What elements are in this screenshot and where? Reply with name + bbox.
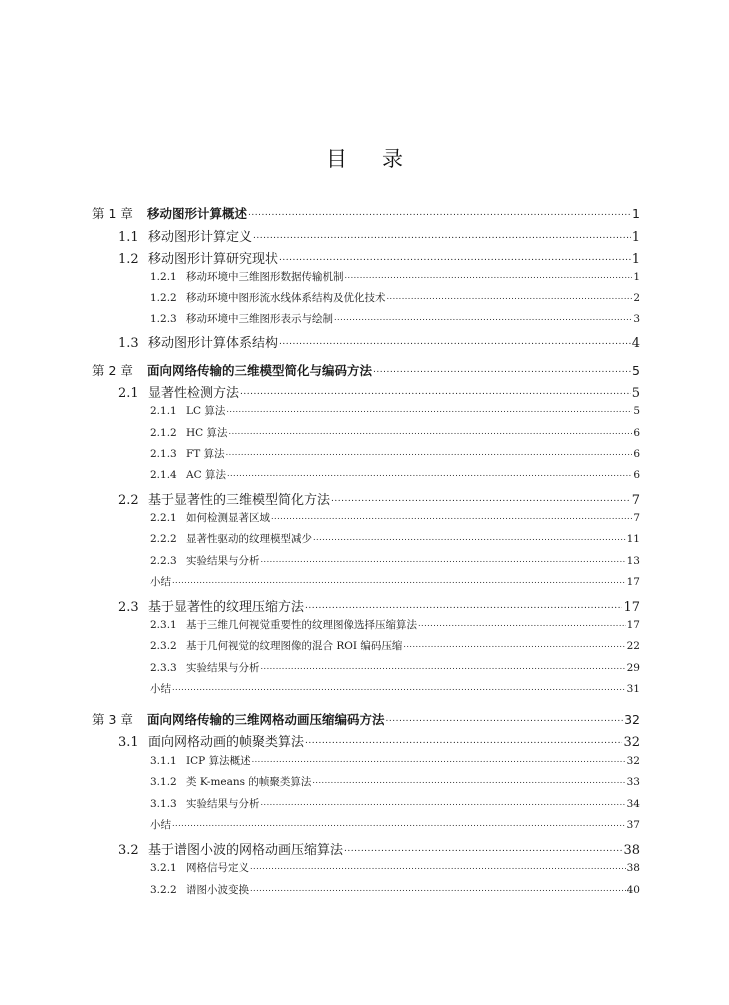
dot-leader: [248, 209, 631, 218]
toc-entry-number: 2.1.4: [150, 469, 177, 481]
toc-entry-title: 移动图形计算概述: [147, 206, 248, 221]
toc-entry-page-number: 38: [623, 843, 640, 858]
toc-entry-section[interactable]: [118, 731, 640, 750]
toc-entry-subsection[interactable]: [150, 753, 640, 768]
toc-entry-page-number: 33: [626, 776, 640, 788]
toc-entry-number: 2.2: [118, 493, 139, 508]
toc-entry-title: 显著性驱动的纹理模型减少: [186, 533, 312, 545]
dot-leader: [172, 820, 626, 828]
toc-entry-section[interactable]: [118, 332, 640, 351]
toc-entry-number: 3.2.2: [150, 884, 177, 896]
toc-entry-title: 基于显著性的纹理压缩方法: [148, 600, 305, 615]
toc-entry-page-number: 5: [632, 363, 640, 378]
dot-leader: [344, 845, 622, 854]
dot-leader: [250, 863, 626, 871]
toc-entry-title: 实验结果与分析: [186, 555, 260, 567]
toc-entry-number: 2.3.2: [150, 640, 177, 652]
dot-leader: [271, 513, 632, 521]
toc-entry-page-number: 3: [633, 313, 640, 325]
toc-entry-page-number: 7: [633, 512, 640, 524]
toc-entry-page-number: 29: [626, 662, 640, 674]
toc-entry-title: HC 算法: [186, 427, 228, 439]
toc-entry-page-number: 5: [633, 405, 640, 417]
toc-entry-page-number: 6: [633, 469, 640, 481]
toc-entry-subsection[interactable]: [150, 774, 640, 789]
dot-leader: [373, 366, 631, 375]
toc-entry-number: 1.2.2: [150, 292, 177, 304]
toc-entry-number: 3.1.2: [150, 776, 177, 788]
toc-entry-number: 2.1.3: [150, 448, 177, 460]
toc-entry-number: 3.1: [118, 735, 139, 750]
toc-entry-summary[interactable]: [150, 681, 640, 696]
toc-entry-page-number: 2: [633, 292, 640, 304]
dot-leader: [250, 885, 626, 893]
toc-entry-number: 第 1 章: [92, 206, 133, 221]
toc-entry-title: 实验结果与分析: [186, 798, 260, 810]
toc-entry-page-number: 34: [626, 798, 640, 810]
toc-entry-page-number: 32: [624, 712, 640, 727]
toc-entry-number: 第 3 章: [92, 712, 133, 727]
toc-entry-subsection[interactable]: [150, 860, 640, 875]
toc-entry-title: 小结: [150, 819, 171, 831]
dot-leader: [240, 388, 631, 397]
toc-entry-page-number: 6: [633, 427, 640, 439]
toc-entry-page-number: 4: [631, 336, 640, 351]
toc-entry-section[interactable]: [118, 226, 640, 245]
toc-entry-number: 1.3: [118, 336, 139, 351]
toc-entry-title: 移动图形计算定义: [148, 230, 253, 245]
toc-entry-page-number: 5: [631, 386, 640, 401]
dot-leader: [418, 620, 626, 628]
toc-entry-chapter[interactable]: [92, 204, 640, 222]
dot-leader: [261, 799, 626, 807]
dot-leader: [279, 338, 631, 347]
dot-leader: [312, 777, 625, 785]
toc-entry-number: 2.3: [118, 600, 139, 615]
toc-entry-number: 3.1.3: [150, 798, 177, 810]
dot-leader: [334, 314, 632, 322]
toc-entry-page-number: 1: [631, 252, 640, 267]
toc-entry-title: 基于谱图小波的网格动画压缩算法: [148, 843, 344, 858]
toc-entry-subsection[interactable]: [150, 269, 640, 284]
toc-entry-subsection[interactable]: [150, 446, 640, 461]
toc-entry-page-number: 1: [631, 230, 640, 245]
toc-entry-subsection[interactable]: [150, 510, 640, 525]
toc-entry-title: 移动环境中三维图形数据传输机制: [186, 271, 344, 283]
dot-leader: [305, 737, 622, 746]
toc-entry-section[interactable]: [118, 382, 640, 401]
dot-leader: [261, 556, 626, 564]
toc-entry-subsection[interactable]: [150, 617, 640, 632]
toc-entry-page-number: 40: [626, 884, 640, 896]
toc-entry-subsection[interactable]: [150, 638, 640, 653]
toc-entry-title: 面向网络传输的三维网格动画压缩编码方法: [147, 712, 385, 727]
toc-entry-subsection[interactable]: [150, 531, 640, 546]
toc-entry-number: 2.3.1: [150, 619, 177, 631]
toc-entry-subsection[interactable]: [150, 660, 640, 675]
toc-entry-subsection[interactable]: [150, 467, 640, 482]
toc-entry-title: 移动图形计算研究现状: [148, 252, 279, 267]
toc-entry-number: 2.1.2: [150, 427, 177, 439]
toc-entry-summary[interactable]: [150, 574, 640, 589]
dot-leader: [261, 663, 626, 671]
toc-entry-subsection[interactable]: [150, 425, 640, 440]
toc-entry-number: 2.2.3: [150, 555, 177, 567]
toc-entry-title: 类 K-means 的帧聚类算法: [186, 776, 312, 788]
toc-entry-title: 显著性检测方法: [148, 386, 240, 401]
dot-leader: [253, 232, 631, 241]
toc-entry-number: 3.1.1: [150, 755, 177, 767]
toc-entry-subsection[interactable]: [150, 403, 640, 418]
dot-leader: [252, 756, 626, 764]
toc-entry-subsection[interactable]: [150, 311, 640, 326]
toc-entry-page-number: 11: [626, 533, 640, 545]
toc-entry-subsection[interactable]: [150, 553, 640, 568]
toc-entry-subsection[interactable]: [150, 796, 640, 811]
toc-entry-number: 2.3.3: [150, 662, 177, 674]
toc-entry-number: 1.2.1: [150, 271, 177, 283]
toc-entry-title: 移动图形计算体系结构: [148, 336, 279, 351]
toc-entry-page-number: 37: [626, 819, 640, 831]
toc-entry-number: 1.2: [118, 252, 139, 267]
dot-leader: [386, 715, 624, 724]
toc-entry-title: FT 算法: [186, 448, 225, 460]
toc-entry-page-number: 17: [626, 619, 640, 631]
toc-entry-title: 基于三维几何视觉重要性的纹理图像选择压缩算法: [186, 619, 417, 631]
dot-leader: [226, 406, 632, 414]
dot-leader: [226, 449, 633, 457]
toc-entry-page-number: 1: [632, 206, 640, 221]
toc-entry-page-number: 31: [626, 683, 640, 695]
dot-leader: [227, 470, 632, 478]
toc-entry-chapter[interactable]: [92, 710, 640, 728]
toc-entry-page-number: 17: [623, 600, 640, 615]
toc-entry-title: 实验结果与分析: [186, 662, 260, 674]
toc-entry-page-number: 32: [626, 755, 640, 767]
toc-entry-number: 2.2.1: [150, 512, 177, 524]
toc-entry-title: 网格信号定义: [186, 862, 249, 874]
toc-entry-title: 基于几何视觉的纹理图像的混合 ROI 编码压缩: [186, 640, 403, 652]
toc-entry-number: 3.2.1: [150, 862, 177, 874]
dot-leader: [403, 641, 625, 649]
toc-entry-subsection[interactable]: [150, 290, 640, 305]
toc-entry-title: 移动环境中三维图形表示与绘制: [186, 313, 333, 325]
toc-entry-title: 面向网络传输的三维模型简化与编码方法: [147, 363, 373, 378]
dot-leader: [305, 602, 622, 611]
toc-entry-subsection[interactable]: [150, 882, 640, 897]
toc-entry-title: 小结: [150, 683, 171, 695]
toc-entry-page-number: 7: [631, 493, 640, 508]
dot-leader: [331, 495, 631, 504]
dot-leader: [387, 293, 633, 301]
toc-entry-number: 1.1: [118, 230, 139, 245]
toc-entry-page-number: 38: [626, 862, 640, 874]
page-title: 目录: [326, 147, 438, 171]
toc-entry-page-number: 22: [626, 640, 640, 652]
toc-entry-chapter[interactable]: [92, 361, 640, 379]
dot-leader: [229, 428, 633, 436]
toc-entry-title: AC 算法: [186, 469, 226, 481]
toc-entry-page-number: 32: [623, 735, 640, 750]
toc-entry-title: ICP 算法概述: [186, 755, 251, 767]
toc-entry-title: 移动环境中图形流水线体系结构及优化技术: [186, 292, 386, 304]
toc-entry-number: 2.2.2: [150, 533, 177, 545]
toc-entry-number: 2.1.1: [150, 405, 177, 417]
toc-entry-section[interactable]: [118, 248, 640, 267]
toc-entry-number: 3.2: [118, 843, 139, 858]
dot-leader: [172, 684, 626, 692]
toc-entry-title: LC 算法: [186, 405, 226, 417]
toc-entry-page-number: 1: [633, 271, 640, 283]
toc-entry-title: 基于显著性的三维模型简化方法: [148, 493, 331, 508]
dot-leader: [313, 534, 626, 542]
toc-entry-section[interactable]: [118, 489, 640, 508]
dot-leader: [279, 254, 631, 263]
toc-entry-section[interactable]: [118, 839, 640, 858]
toc-entry-title: 如何检测显著区域: [186, 512, 270, 524]
toc-entry-page-number: 6: [633, 448, 640, 460]
toc-entry-number: 1.2.3: [150, 313, 177, 325]
toc-entry-number: 2.1: [118, 386, 139, 401]
toc-entry-page-number: 13: [626, 555, 640, 567]
toc-entry-section[interactable]: [118, 596, 640, 615]
toc-entry-title: 面向网格动画的帧聚类算法: [148, 735, 305, 750]
toc-entry-number: 第 2 章: [92, 363, 133, 378]
toc-entry-summary[interactable]: [150, 817, 640, 832]
toc-entry-title: 谱图小波变换: [186, 884, 249, 896]
dot-leader: [172, 577, 626, 585]
dot-leader: [345, 272, 633, 280]
toc-entry-page-number: 17: [626, 576, 640, 588]
toc-entry-title: 小结: [150, 576, 171, 588]
